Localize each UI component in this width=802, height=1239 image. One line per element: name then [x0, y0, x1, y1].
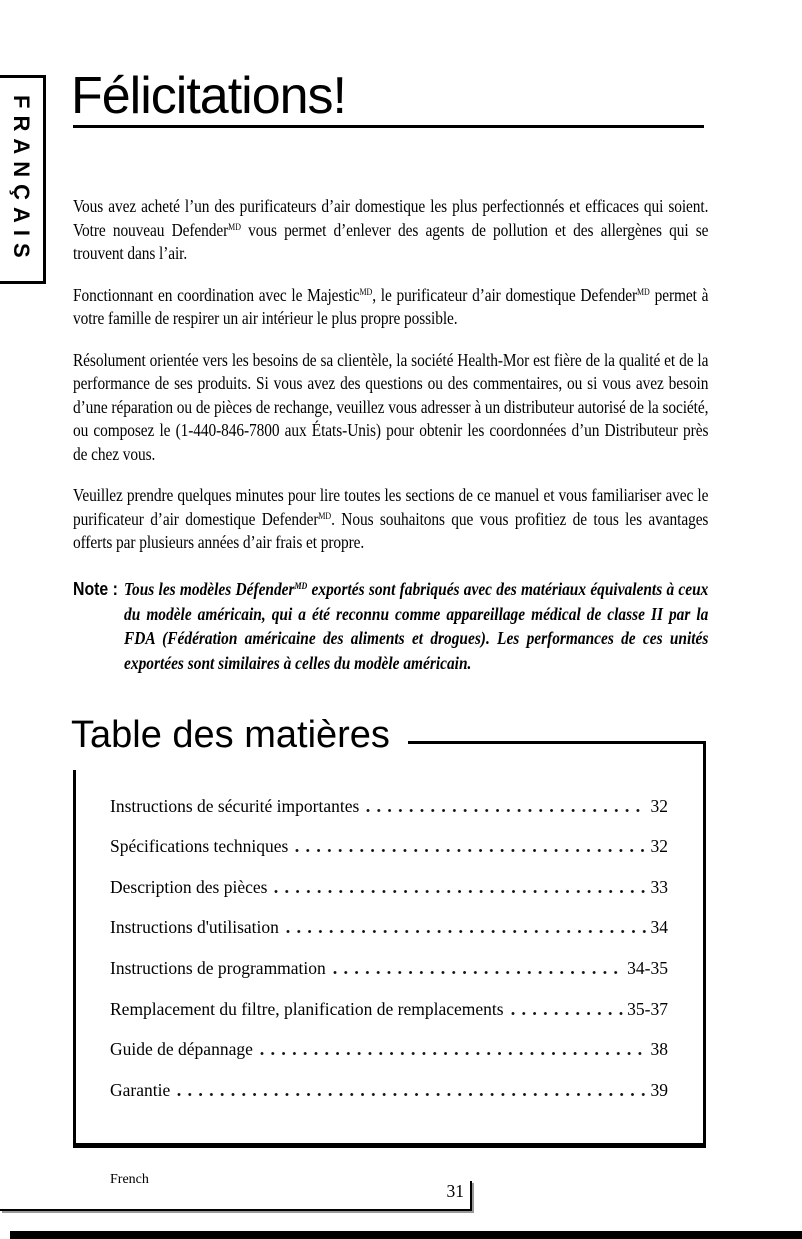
language-tab: [0, 75, 46, 284]
toc-entry-label: Instructions de sécurité importantes: [110, 795, 360, 816]
dot-leader: [177, 1092, 646, 1097]
note-block: [73, 577, 708, 675]
toc-entry: [110, 978, 668, 1019]
paragraph: Fonctionnant en coordination avec le Majestic$^{MD}$, le purificateur d’air domestique Defender$^{MD}$ permet à votre famille de respirer un air intérieur le plus propre possible.: [73, 284, 709, 328]
dot-leader: [260, 1051, 647, 1056]
dot-leader: [274, 889, 646, 894]
toc-entry-page: 32: [650, 795, 668, 816]
page-title: Félicitations!: [71, 67, 346, 125]
toc-entry: [110, 775, 668, 816]
footer-language-label: French: [110, 1172, 149, 1187]
note-label: Note :: [73, 579, 118, 599]
dot-leader: [333, 970, 623, 975]
paragraph: Résolument orientée vers les besoins de sa clientèle, la société Health-Mor est fière de la qualité et de la performance de ses produits. Si vous avez des questions ou des commentaires, ou si vous avez besoin d’une réparation ou de pièces de rechange, veuillez vous adresser à un distributeur autorisé de la société, ou composez le (1-440-846-7800 aux États-Unis) pour obtenir les coordonnées d’un Distributeur près de chez vous.: [73, 349, 709, 464]
toc-box-bottom-border: [73, 1143, 706, 1148]
toc-entry-page: 34: [650, 917, 668, 938]
toc-entry: [110, 1059, 668, 1100]
dot-leader: [511, 1011, 624, 1016]
paragraph: Vous avez acheté l’un des purificateurs d’air domestique les plus perfectionnés et efficaces qui soient. Votre nouveau Defender$^{MD}$ vous permet d’enlever des agents de pollution et des allergènes qui se trouvent dans l’air.: [73, 196, 709, 263]
toc-entry: [110, 816, 668, 857]
toc-entry-label: Spécifications techniques: [110, 836, 289, 857]
bottom-bar: [10, 1231, 802, 1239]
toc-entry-page: 39: [650, 1079, 668, 1100]
toc-heading-rule: [408, 741, 706, 744]
footer-rule: [0, 1209, 472, 1211]
toc-entry-page: 35-37: [627, 998, 668, 1019]
toc-entry-label: Instructions d'utilisation: [110, 917, 279, 938]
dot-leader: [295, 848, 646, 853]
toc-entry-label: Guide de dépannage: [110, 1039, 253, 1060]
toc-list: [73, 775, 706, 1100]
toc-entry: [110, 937, 668, 978]
page-number: 31: [446, 1181, 464, 1201]
page-number-divider: [470, 1181, 472, 1211]
toc-entry-label: Description des pièces: [110, 876, 268, 897]
dot-leader: [366, 808, 646, 813]
toc-entry: [110, 1019, 668, 1060]
toc-entry-label: Instructions de programmation: [110, 957, 326, 978]
toc-entry-label: Garantie: [110, 1079, 171, 1100]
toc-entry-label: Remplacement du filtre, planification de remplacements: [110, 998, 504, 1019]
toc-entry-page: 32: [650, 836, 668, 857]
toc-entry-page: 34-35: [627, 957, 668, 978]
note-text: Tous les modèles Défender$^{MD}$ exportés sont fabriqués avec des matériaux équivalents à ceux du modèle américain, qui a été reconnu comme appareillage médical de classe II par la FDA (Fédération américaine des aliments et drogues). Les performances de ces unités exportées sont similaires à celles du modèle américain.: [124, 579, 709, 673]
toc-entry-page: 38: [650, 1039, 668, 1060]
toc-heading: Table des matières: [71, 714, 390, 756]
paragraph: Veuillez prendre quelques minutes pour lire toutes les sections de ce manuel et vous familiariser avec le purificateur d’air domestique Defender$^{MD}$. Nous souhaitons que vous profitiez de tous les avantages offerts par plusieurs années d’air frais et propre.: [73, 485, 709, 552]
toc-entry: [110, 897, 668, 938]
intro-paragraphs: [73, 195, 708, 573]
title-rule: [73, 125, 704, 128]
language-tab-label: FRANÇAIS: [9, 94, 34, 265]
toc-entry: [110, 856, 668, 897]
toc-entry-page: 33: [650, 876, 668, 897]
dot-leader: [286, 929, 647, 934]
